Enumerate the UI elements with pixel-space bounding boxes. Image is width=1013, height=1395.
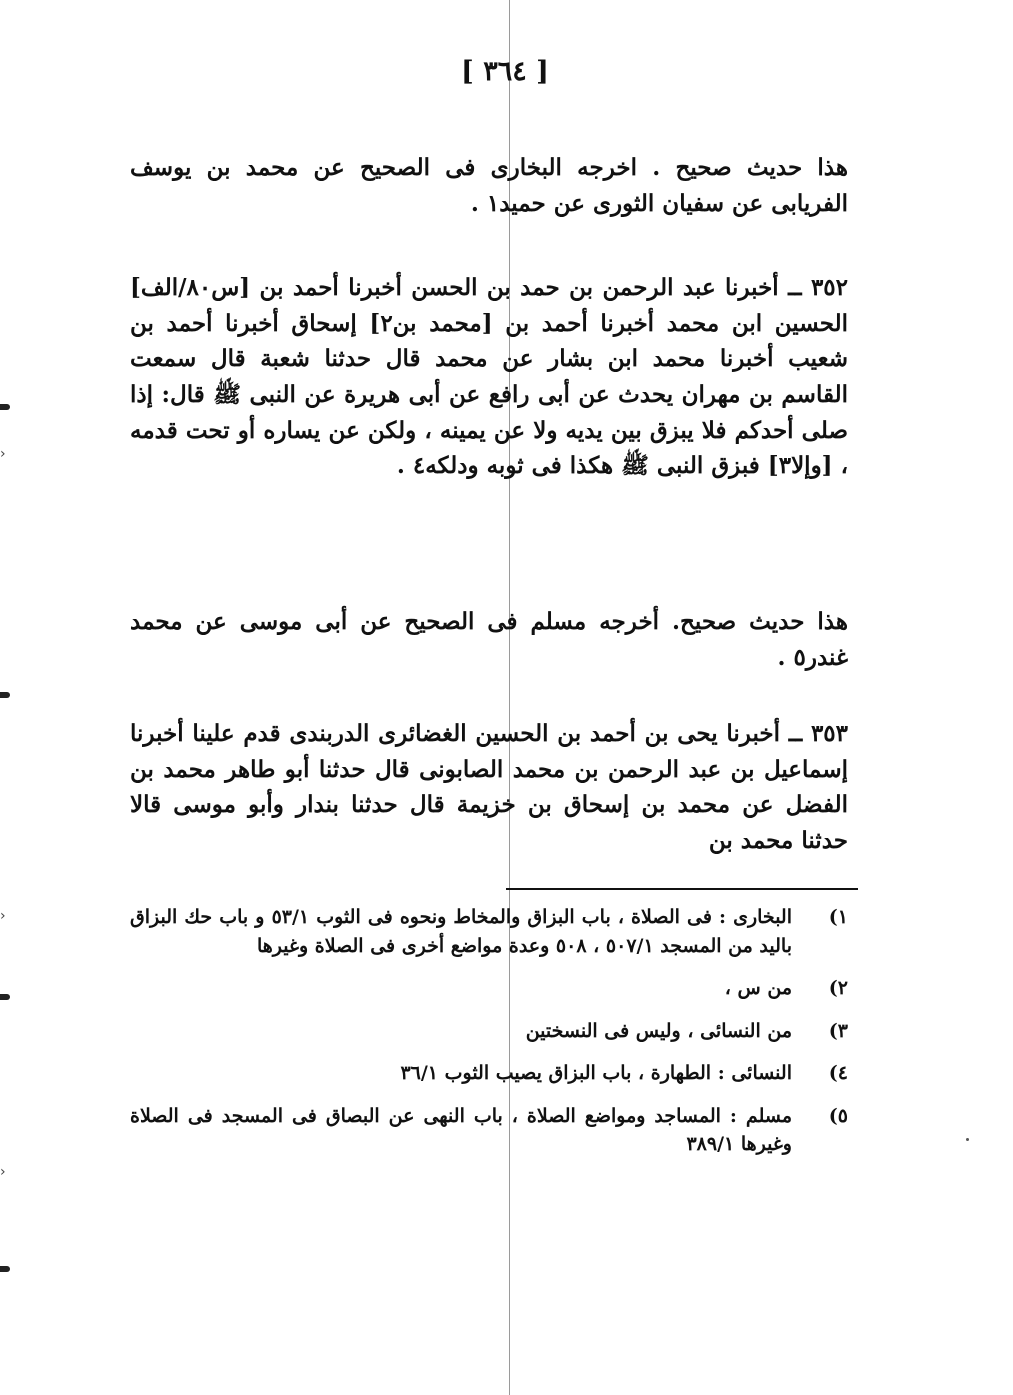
footnote-text: من النسائى ، وليس فى النسختين [525,1019,792,1042]
paragraph-text: هذا حديث صحيح . اخرجه البخارى فى الصحيح عن محمد بن يوسف الفريابى عن سفيان الثورى عن حميد١ . [130,154,848,217]
paragraph-text: هذا حديث صحيح. أخرجه مسلم فى الصحيح عن أبى موسى عن محمد غندر٥ . [130,608,848,671]
margin-scan-mark [0,692,10,698]
page-number: [ ٣٦٤ ] [461,56,549,87]
footnotes-list [130,903,848,1173]
footnote-text: النسائى : الطهارة ، باب البزاق يصيب الثوب ٣٦/١ [400,1062,792,1084]
paragraph-text: ٣٥٢ ــ أخبرنا عبد الرحمن بن حمد بن الحسن أخبرنا أحمد بن [س٨٠/الف] الحسين ابن محمد أخبرنا أحمد بن [محمد بن٢] إسحاق أخبرنا أحمد بن شعيب أخبرنا محمد ابن بشار عن محمد قال حدثنا شعبة قال سمعت القاسم بن مهران يحدث عن أبى رافع عن أبى هريرة عن النبى ﷺ قال: إذا صلى أحدكم فلا يبزق بين يديه ولا عن يمينه ، ولكن عن يساره أو تحت قدمه ، [وإلا٣] فبزق النبى ﷺ هكذا فى ثوبه ودلكه٤ . [130,274,848,480]
footnote-number: ٤) [828,1062,848,1084]
paragraph-text: ٣٥٣ ــ أخبرنا يحى بن أحمد بن الحسين الغضائرى الدربندى قدم علينا أخبرنا إسماعيل بن عبد الرحمن بن محمد الصابونى قال حدثنا أبو طاهر محمد بن الفضل عن محمد بن إسحاق بن خزيمة قال حدثنا بندار وأبو موسى قالا حدثنا محمد بن [130,720,848,854]
footnote-number: ٢) [828,977,848,999]
footnote-number: ١) [828,906,848,928]
footnote-text: من س ، [724,977,792,999]
paragraph-hadith-352 [130,270,848,484]
paragraph-hadith-353 [130,716,848,859]
footnote-item [130,903,848,960]
footnote-item [130,974,848,1003]
margin-scan-tick: › [0,1164,6,1180]
footnote-separator [506,888,858,890]
paragraph-hadith-verdict-2 [130,604,848,675]
footnote-text: مسلم : المساجد ومواضع الصلاة ، باب النهى عن البصاق فى المسجد فى الصلاة وغيرها ٣٨٩/١ [130,1104,792,1155]
margin-scan-mark [0,1266,10,1272]
footnote-text: البخارى : فى الصلاة ، باب البزاق والمخاط ونحوه فى الثوب ٥٣/١ و باب حك البزاق باليد من المسجد ٥٠٧/١ ، ٥٠٨ وعدة مواضع أخرى فى الصلاة وغيرها [130,906,792,957]
margin-scan-mark [0,994,10,1000]
paragraph-hadith-verdict-1 [130,150,848,221]
scan-speck [966,1138,969,1141]
footnote-number: ٥) [828,1104,848,1127]
footnote-item [130,1059,848,1088]
margin-scan-tick: › [0,908,6,924]
margin-scan-mark [0,404,10,410]
footnote-item [130,1017,848,1046]
margin-scan-tick: › [0,446,6,462]
footnote-item [130,1102,848,1159]
footnote-number: ٣) [828,1019,848,1042]
